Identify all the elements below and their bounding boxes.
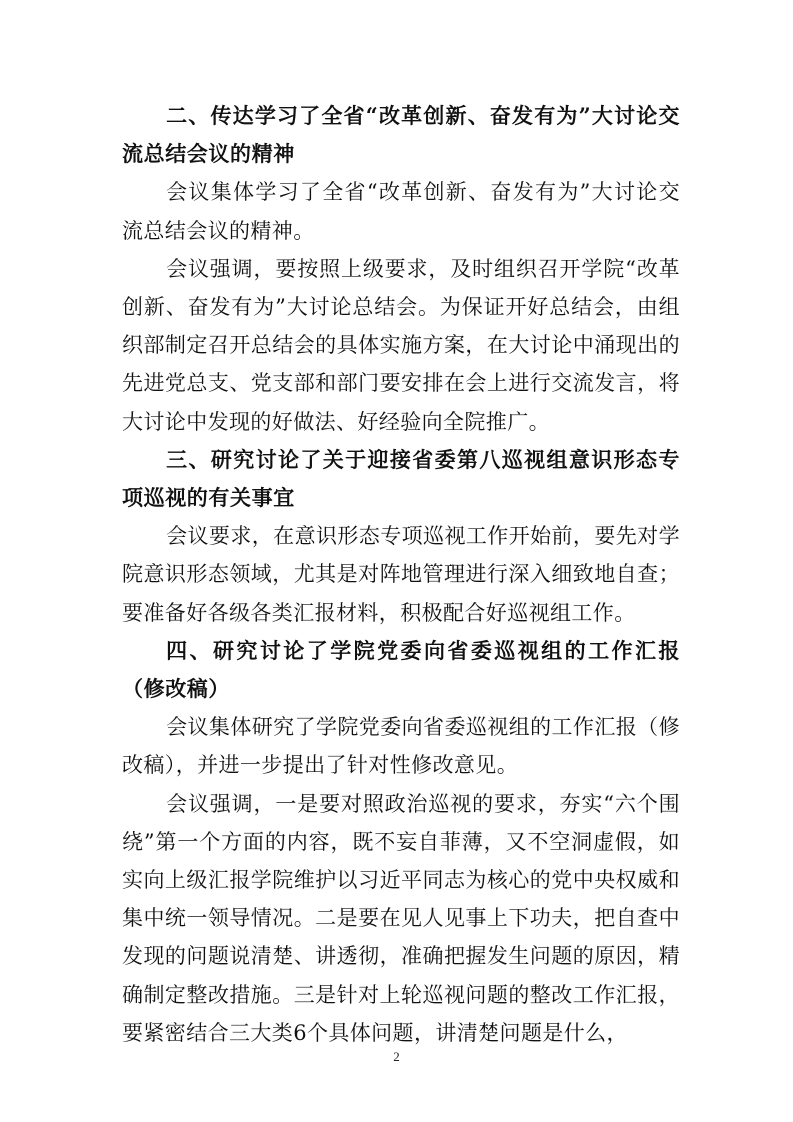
body-paragraph: 会议要求，在意识形态专项巡视工作开始前，要先对学院意识形态领域，尤其是对阵地管理进行深入细致地自查；要准备好各级各类汇报材料，积极配合好巡视组工作。 xyxy=(122,524,680,625)
section-heading-3: 三、研究讨论了关于迎接省委第八巡视组意识形态专项巡视的有关事宜 xyxy=(122,446,680,511)
body-paragraph: 会议强调，一是要对照政治巡视的要求，夯实“六个围绕”第一个方面的内容，既不妄自菲薄，又不空洞虚假，如实向上级汇报学院维护以习近平同志为核心的党中央权威和集中统一领导情况。二是要在见人见事上下功夫，把自查中发现的问题说清楚、讲透彻，准确把握发生问题的原因，精确制定整改措施。三是针对上轮巡视问题的整改工作汇报，要紧密结合三大类6个具体问题，讲清楚问题是什么， xyxy=(122,791,680,1045)
section-heading-2: 二、传达学习了全省“改革创新、奋发有为”大讨论交流总结会议的精神 xyxy=(122,103,680,167)
body-paragraph: 会议强调，要按照上级要求，及时组织召开学院“改革创新、奋发有为”大讨论总结会。为保证开好总结会，由组织部制定召开总结会的具体实施方案，在大讨论中涌现出的先进党总支、党支部和部门要安排在会上进行交流发言，将大讨论中发现的好做法、好经验向全院推广。 xyxy=(122,256,680,434)
section-heading-4: 四、研究讨论了学院党委向省委巡视组的工作汇报（修改稿） xyxy=(122,637,680,702)
body-paragraph: 会议集体学习了全省“改革创新、奋发有为”大讨论交流总结会议的精神。 xyxy=(122,180,680,243)
document-body xyxy=(122,97,680,1052)
body-paragraph: 会议集体研究了学院党委向省委巡视组的工作汇报（修改稿），并进一步提出了针对性修改意见。 xyxy=(122,715,680,778)
page-number: 2 xyxy=(393,1049,400,1064)
